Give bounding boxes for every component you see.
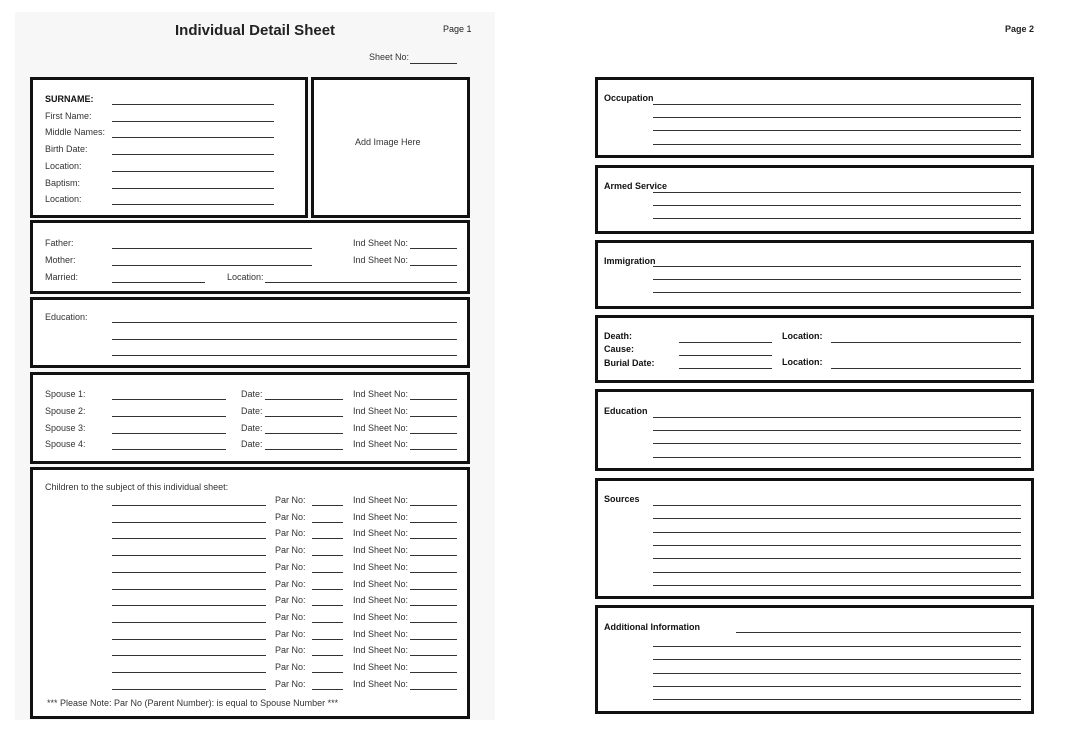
burial-date-field[interactable] bbox=[679, 368, 772, 369]
child-par-no-field[interactable] bbox=[312, 505, 343, 506]
immigration-line-3[interactable] bbox=[653, 292, 1021, 293]
spouse-ind-sheet-label: Ind Sheet No: bbox=[353, 423, 409, 433]
surname-label: SURNAME: bbox=[45, 94, 94, 104]
occupation-line-2[interactable] bbox=[653, 117, 1021, 118]
death-location-field[interactable] bbox=[831, 342, 1021, 343]
child-ind-sheet-label: Ind Sheet No: bbox=[353, 495, 409, 505]
spouse-ind-sheet-label: Ind Sheet No: bbox=[353, 389, 409, 399]
education-label-2: Education bbox=[604, 406, 648, 416]
spouse-label: Spouse 4: bbox=[45, 439, 86, 449]
occupation-line-4[interactable] bbox=[653, 144, 1021, 145]
baptism-label: Baptism: bbox=[45, 178, 81, 188]
child-par-no-label: Par No: bbox=[275, 595, 306, 606]
occupation-line-3[interactable] bbox=[653, 130, 1021, 131]
child-name-field[interactable] bbox=[112, 589, 266, 590]
child-par-no-label: Par No: bbox=[275, 495, 306, 505]
child-name-field[interactable] bbox=[112, 689, 266, 690]
first-name-field[interactable] bbox=[112, 121, 274, 122]
child-par-no-field[interactable] bbox=[312, 689, 343, 690]
child-par-no-label: Par No: bbox=[275, 545, 306, 556]
additional-line[interactable] bbox=[653, 699, 1021, 700]
child-par-no-label: Par No: bbox=[275, 578, 306, 589]
middle-names-field[interactable] bbox=[112, 137, 274, 138]
child-par-no-label: Par No: bbox=[275, 511, 306, 522]
child-ind-sheet-field[interactable] bbox=[410, 689, 457, 690]
armed-service-line-1[interactable] bbox=[653, 192, 1021, 193]
image-box[interactable] bbox=[311, 77, 470, 218]
education2-line-3[interactable] bbox=[653, 443, 1021, 444]
child-par-no-field[interactable] bbox=[312, 538, 343, 539]
spouse-date-label: Date: bbox=[241, 389, 263, 399]
mother-ind-sheet-field[interactable] bbox=[410, 265, 457, 266]
child-par-no-field[interactable] bbox=[312, 555, 343, 556]
child-ind-sheet-field[interactable] bbox=[410, 522, 457, 523]
mother-ind-sheet-label: Ind Sheet No: bbox=[353, 255, 409, 265]
married-location-field[interactable] bbox=[265, 282, 457, 283]
additional-info-label: Additional Information bbox=[604, 622, 700, 632]
child-ind-sheet-field[interactable] bbox=[410, 572, 457, 573]
sources-line[interactable] bbox=[653, 518, 1021, 519]
burial-location-field[interactable] bbox=[831, 368, 1021, 369]
mother-field[interactable] bbox=[112, 265, 312, 266]
spouse-label: Spouse 3: bbox=[45, 423, 86, 433]
sources-label: Sources bbox=[604, 494, 640, 504]
immigration-box bbox=[595, 240, 1034, 309]
birth-location-label: Location: bbox=[45, 161, 82, 171]
child-par-no-field[interactable] bbox=[312, 589, 343, 590]
child-name-field[interactable] bbox=[112, 639, 266, 640]
spouse-date-field[interactable] bbox=[265, 416, 343, 417]
child-par-no-label: Par No: bbox=[275, 662, 306, 672]
father-ind-sheet-field[interactable] bbox=[410, 248, 457, 249]
child-ind-sheet-label: Ind Sheet No: bbox=[353, 528, 409, 539]
child-par-no-label: Par No: bbox=[275, 611, 306, 622]
child-ind-sheet-label: Ind Sheet No: bbox=[353, 595, 409, 606]
additional-line[interactable] bbox=[653, 646, 1021, 647]
sources-line[interactable] bbox=[653, 585, 1021, 586]
spouse-label: Spouse 2: bbox=[45, 406, 86, 416]
spouse-name-field[interactable] bbox=[112, 449, 226, 450]
spouse-name-field[interactable] bbox=[112, 433, 226, 434]
immigration-label: Immigration bbox=[604, 256, 656, 266]
child-ind-sheet-field[interactable] bbox=[410, 505, 457, 506]
spouse-ind-sheet-label: Ind Sheet No: bbox=[353, 439, 409, 449]
child-name-field[interactable] bbox=[112, 655, 266, 656]
additional-line[interactable] bbox=[653, 673, 1021, 674]
sheet-no-label: Sheet No: bbox=[369, 52, 410, 62]
father-label: Father: bbox=[45, 238, 74, 248]
child-ind-sheet-field[interactable] bbox=[410, 589, 457, 590]
page-number-1: Page 1 bbox=[443, 24, 472, 34]
child-name-field[interactable] bbox=[112, 572, 266, 573]
death-label: Death: bbox=[604, 331, 633, 341]
child-name-field[interactable] bbox=[112, 522, 266, 523]
child-par-no-label: Par No: bbox=[275, 561, 306, 572]
child-ind-sheet-label: Ind Sheet No: bbox=[353, 628, 409, 639]
spouse-ind-sheet-field[interactable] bbox=[410, 416, 457, 417]
spouses-box bbox=[30, 372, 470, 464]
child-par-no-field[interactable] bbox=[312, 572, 343, 573]
spouse-name-field[interactable] bbox=[112, 399, 226, 400]
child-name-field[interactable] bbox=[112, 505, 266, 506]
death-box bbox=[595, 315, 1034, 383]
child-name-field[interactable] bbox=[112, 672, 266, 673]
spouse-date-field[interactable] bbox=[265, 433, 343, 434]
cause-field[interactable] bbox=[679, 355, 772, 356]
baptism-location-field[interactable] bbox=[112, 204, 274, 205]
child-par-no-field[interactable] bbox=[312, 522, 343, 523]
child-ind-sheet-label: Ind Sheet No: bbox=[353, 511, 409, 522]
child-ind-sheet-field[interactable] bbox=[410, 605, 457, 606]
spouse-date-label: Date: bbox=[241, 406, 263, 416]
education-line-3[interactable] bbox=[112, 355, 457, 356]
mother-label: Mother: bbox=[45, 255, 76, 265]
surname-field[interactable] bbox=[112, 104, 274, 105]
education-label: Education: bbox=[45, 312, 88, 322]
death-date-field[interactable] bbox=[679, 342, 772, 343]
child-par-no-field[interactable] bbox=[312, 672, 343, 673]
spouse-name-field[interactable] bbox=[112, 416, 226, 417]
child-ind-sheet-field[interactable] bbox=[410, 655, 457, 656]
parent-number-note: *** Please Note: Par No (Parent Number): is equal to Spouse Number *** bbox=[47, 698, 339, 708]
burial-date-label: Burial Date: bbox=[604, 358, 655, 368]
child-par-no-label: Par No: bbox=[275, 678, 306, 689]
page-number-2: Page 2 bbox=[1005, 24, 1035, 34]
father-ind-sheet-label: Ind Sheet No: bbox=[353, 238, 409, 248]
child-ind-sheet-label: Ind Sheet No: bbox=[353, 645, 409, 656]
immigration-line-2[interactable] bbox=[653, 279, 1021, 280]
additional-line-1[interactable] bbox=[736, 632, 1021, 633]
child-par-no-label: Par No: bbox=[275, 528, 306, 539]
sheet-no-field[interactable] bbox=[410, 63, 457, 64]
married-field[interactable] bbox=[112, 282, 205, 283]
father-field[interactable] bbox=[112, 248, 312, 249]
armed-service-label: Armed Service bbox=[604, 181, 668, 191]
child-par-no-field[interactable] bbox=[312, 655, 343, 656]
baptism-field[interactable] bbox=[112, 188, 274, 189]
cause-label: Cause: bbox=[604, 344, 635, 354]
sources-box bbox=[595, 478, 1034, 599]
child-ind-sheet-label: Ind Sheet No: bbox=[353, 578, 409, 589]
child-name-field[interactable] bbox=[112, 622, 266, 623]
child-ind-sheet-label: Ind Sheet No: bbox=[353, 545, 409, 556]
education2-line-4[interactable] bbox=[653, 457, 1021, 458]
child-ind-sheet-label: Ind Sheet No: bbox=[353, 561, 409, 572]
page-title: Individual Detail Sheet bbox=[175, 22, 336, 39]
child-name-field[interactable] bbox=[112, 555, 266, 556]
armed-service-box bbox=[595, 165, 1034, 234]
armed-service-line-2[interactable] bbox=[653, 205, 1021, 206]
child-name-field[interactable] bbox=[112, 605, 266, 606]
occupation-line-1[interactable] bbox=[653, 104, 1021, 105]
child-par-no-field[interactable] bbox=[312, 605, 343, 606]
birth-location-field[interactable] bbox=[112, 171, 274, 172]
occupation-label: Occupation bbox=[604, 93, 654, 103]
sources-line[interactable] bbox=[653, 572, 1021, 573]
burial-location-label: Location: bbox=[782, 357, 823, 367]
middle-names-label: Middle Names: bbox=[45, 127, 106, 137]
child-ind-sheet-label: Ind Sheet No: bbox=[353, 678, 409, 689]
education2-line-2[interactable] bbox=[653, 430, 1021, 431]
child-ind-sheet-label: Ind Sheet No: bbox=[353, 662, 409, 672]
baptism-location-label: Location: bbox=[45, 194, 82, 204]
image-placeholder-text: Add Image Here bbox=[355, 137, 421, 147]
child-ind-sheet-field[interactable] bbox=[410, 639, 457, 640]
child-ind-sheet-field[interactable] bbox=[410, 555, 457, 556]
child-name-field[interactable] bbox=[112, 538, 266, 539]
education2-line-1[interactable] bbox=[653, 417, 1021, 418]
sources-line[interactable] bbox=[653, 505, 1021, 506]
spouse-ind-sheet-field[interactable] bbox=[410, 433, 457, 434]
death-location-label: Location: bbox=[782, 331, 823, 341]
spouse-ind-sheet-field[interactable] bbox=[410, 449, 457, 450]
birth-date-label: Birth Date: bbox=[45, 144, 88, 154]
child-ind-sheet-field[interactable] bbox=[410, 538, 457, 539]
child-par-no-field[interactable] bbox=[312, 639, 343, 640]
spouse-ind-sheet-field[interactable] bbox=[410, 399, 457, 400]
additional-line[interactable] bbox=[653, 686, 1021, 687]
immigration-line-1[interactable] bbox=[653, 266, 1021, 267]
first-name-label: First Name: bbox=[45, 111, 92, 121]
married-label: Married: bbox=[45, 272, 79, 282]
children-heading: Children to the subject of this individual sheet: bbox=[45, 482, 229, 492]
married-location-label: Location: bbox=[227, 272, 264, 282]
spouse-date-label: Date: bbox=[241, 423, 263, 433]
child-ind-sheet-field[interactable] bbox=[410, 672, 457, 673]
child-par-no-field[interactable] bbox=[312, 622, 343, 623]
child-par-no-label: Par No: bbox=[275, 645, 306, 656]
spouse-date-field[interactable] bbox=[265, 449, 343, 450]
education-line-1[interactable] bbox=[112, 322, 457, 323]
child-ind-sheet-field[interactable] bbox=[410, 622, 457, 623]
education-box bbox=[30, 297, 470, 368]
sources-line[interactable] bbox=[653, 558, 1021, 559]
spouse-date-label: Date: bbox=[241, 439, 263, 449]
birth-date-field[interactable] bbox=[112, 154, 274, 155]
child-par-no-label: Par No: bbox=[275, 628, 306, 639]
spouse-date-field[interactable] bbox=[265, 399, 343, 400]
spouse-ind-sheet-label: Ind Sheet No: bbox=[353, 406, 409, 416]
sources-line[interactable] bbox=[653, 545, 1021, 546]
child-ind-sheet-label: Ind Sheet No: bbox=[353, 611, 409, 622]
armed-service-line-3[interactable] bbox=[653, 218, 1021, 219]
education-line-2[interactable] bbox=[112, 339, 457, 340]
sources-line[interactable] bbox=[653, 532, 1021, 533]
spouse-label: Spouse 1: bbox=[45, 389, 86, 399]
additional-line[interactable] bbox=[653, 659, 1021, 660]
